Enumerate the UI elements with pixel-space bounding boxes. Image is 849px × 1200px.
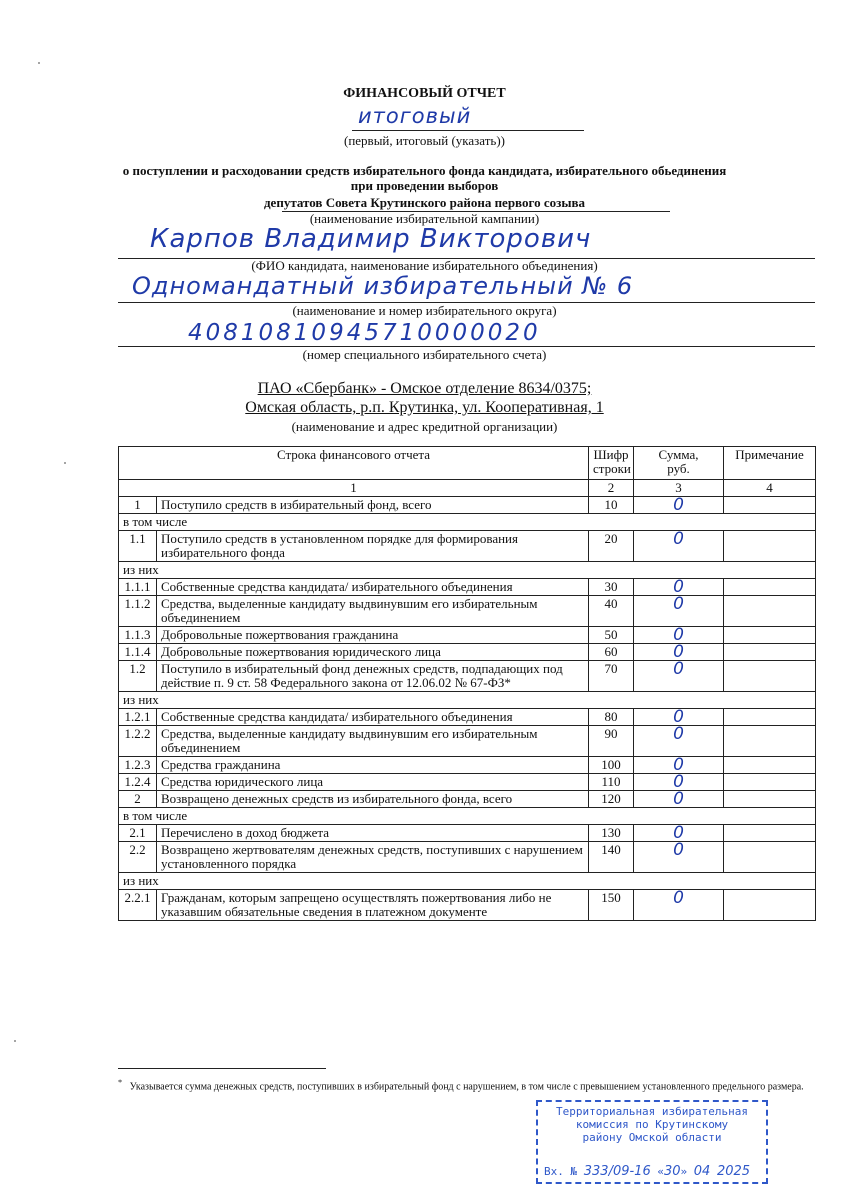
stamp-registration: [544, 1165, 750, 1178]
row-code: 60: [589, 644, 634, 661]
table-row: [119, 596, 816, 627]
stamp-reg-day: 30: [663, 1164, 681, 1179]
row-label: Возвращено денежных средств из избирательного фонда, всего: [157, 791, 589, 808]
table-row: [119, 791, 816, 808]
table-section-row: [119, 562, 816, 579]
table-section-row: [119, 808, 816, 825]
row-sum-handwritten: 0: [634, 596, 724, 627]
stamp-line-2: комиссия по Крутинскому: [575, 1118, 729, 1131]
campaign-caption: (наименование избирательной кампании): [309, 211, 540, 226]
row-number: 2.2: [119, 842, 157, 873]
row-note: [724, 644, 816, 661]
row-label: Средства, выделенные кандидату выдвинувшим его избирательным объединением: [157, 726, 589, 757]
row-number: 1.1.4: [119, 644, 157, 661]
row-note: [724, 890, 816, 921]
row-code: 20: [589, 531, 634, 562]
row-code: 130: [589, 825, 634, 842]
row-label: Добровольные пожертвования юридического лица: [157, 644, 589, 661]
financial-report-table: [118, 446, 816, 921]
table-row: [119, 644, 816, 661]
row-note: [724, 661, 816, 692]
row-number: 1.1.2: [119, 596, 157, 627]
campaign-name: депутатов Совета Крутинского района первого созыва: [263, 195, 585, 210]
stamp-reg-number: 333/09-16: [583, 1164, 651, 1179]
footnote-mark: *: [118, 1078, 123, 1087]
row-note: [724, 497, 816, 514]
row-label: Поступило средств в установленном порядке для формирования избирательного фонда: [157, 531, 589, 562]
row-note: [724, 757, 816, 774]
report-type-handwritten: итоговый: [358, 104, 472, 128]
table-row: [119, 497, 816, 514]
scan-speck: [14, 1040, 16, 1042]
stamp-reg-sep: «: [657, 1165, 664, 1178]
table-header-row: [119, 447, 816, 480]
footnote-text: Указывается сумма денежных средств, поступивших в избирательный фонд с нарушением, в том числе с превышением установленного предельного размера.: [129, 1081, 804, 1093]
row-code: 40: [589, 596, 634, 627]
row-sum-handwritten: 0: [634, 726, 724, 757]
scan-speck: [64, 462, 66, 464]
footnote-rule: [118, 1068, 326, 1069]
row-label: Добровольные пожертвования гражданина: [157, 627, 589, 644]
stamp-reg-sep2: »: [680, 1165, 688, 1178]
row-code: 100: [589, 757, 634, 774]
table-row: [119, 661, 816, 692]
col-header-note: Примечание: [724, 447, 816, 480]
col-header-code: [589, 447, 634, 480]
account-handwritten: 40810810945710000020: [188, 320, 541, 346]
row-number: 1.2: [119, 661, 157, 692]
row-number: 1.1.1: [119, 579, 157, 596]
row-number: 2.2.1: [119, 890, 157, 921]
report-subtitle-2: при проведении выборов: [350, 178, 499, 193]
row-number: 1.2.3: [119, 757, 157, 774]
col-header-code-1: Шифр: [593, 447, 629, 462]
section-label: из них: [119, 873, 816, 890]
registration-stamp: [536, 1100, 768, 1184]
row-code: 120: [589, 791, 634, 808]
row-number: 1.2.1: [119, 709, 157, 726]
section-label: из них: [119, 562, 816, 579]
district-handwritten: Одномандатный избирательный № 6: [132, 272, 634, 300]
table-row: [119, 842, 816, 873]
row-label: Возвращено жертвователям денежных средств, поступивших с нарушением установленного порядка: [157, 842, 589, 873]
row-code: 10: [589, 497, 634, 514]
row-label: Средства, выделенные кандидату выдвинувшим его избирательным объединением: [157, 596, 589, 627]
bank-name: ПАО «Сбербанк» - Омское отделение 8634/0375;: [257, 380, 592, 397]
row-sum-handwritten: 0: [634, 531, 724, 562]
row-note: [724, 842, 816, 873]
row-sum-handwritten: 0: [634, 791, 724, 808]
col-header-code-2: строки: [593, 461, 631, 476]
row-sum-handwritten: 0: [634, 774, 724, 791]
candidate-handwritten: Карпов Владимир Викторович: [150, 224, 592, 254]
row-sum-handwritten: 0: [634, 709, 724, 726]
table-section-row: [119, 873, 816, 890]
report-title: ФИНАНСОВЫЙ ОТЧЕТ: [343, 86, 506, 101]
row-number: 1.1: [119, 531, 157, 562]
section-label: в том числе: [119, 514, 816, 531]
section-label: в том числе: [119, 808, 816, 825]
row-sum-handwritten: 0: [634, 842, 724, 873]
col-header-line: Строка финансового отчета: [119, 447, 589, 480]
row-label: Гражданам, которым запрещено осуществлять пожертвования либо не указавшим обязательные сведения в платежном документе: [157, 890, 589, 921]
col-header-sum-2: руб.: [667, 461, 690, 476]
report-type-line: [352, 130, 584, 131]
row-label: Поступило в избирательный фонд денежных средств, подпадающих под действие п. 9 ст. 58 Федерального закона от 12.06.02 № 67-ФЗ*: [157, 661, 589, 692]
row-note: [724, 791, 816, 808]
col-index-3: 3: [634, 480, 724, 497]
row-sum-handwritten: 0: [634, 644, 724, 661]
row-code: 140: [589, 842, 634, 873]
table-row: [119, 757, 816, 774]
row-sum-handwritten: 0: [634, 497, 724, 514]
row-label: Собственные средства кандидата/ избирательного объединения: [157, 709, 589, 726]
table-row: [119, 726, 816, 757]
row-label: Средства гражданина: [157, 757, 589, 774]
table-row: [119, 709, 816, 726]
row-number: 1: [119, 497, 157, 514]
row-note: [724, 825, 816, 842]
row-sum-handwritten: 0: [634, 757, 724, 774]
row-note: [724, 531, 816, 562]
scan-speck: [38, 62, 40, 64]
row-sum-handwritten: 0: [634, 890, 724, 921]
bank-address: Омская область, р.п. Крутинка, ул. Кооперативная, 1: [245, 399, 604, 416]
report-type-caption: (первый, итоговый (указать)): [344, 133, 505, 148]
row-code: 110: [589, 774, 634, 791]
table-row: [119, 627, 816, 644]
table-row: [119, 579, 816, 596]
row-number: 2: [119, 791, 157, 808]
section-label: из них: [119, 692, 816, 709]
col-index-1: 1: [119, 480, 589, 497]
row-code: 70: [589, 661, 634, 692]
row-note: [724, 774, 816, 791]
stamp-line-3: району Омской области: [582, 1131, 722, 1144]
row-label: Поступило средств в избирательный фонд, всего: [157, 497, 589, 514]
row-label: Средства юридического лица: [157, 774, 589, 791]
candidate-caption: (ФИО кандидата, наименование избирательного объединения): [251, 258, 598, 273]
stamp-line-1: Территориальная избирательная: [555, 1105, 749, 1118]
row-number: 1.2.4: [119, 774, 157, 791]
row-code: 80: [589, 709, 634, 726]
row-code: 150: [589, 890, 634, 921]
row-label: Перечислено в доход бюджета: [157, 825, 589, 842]
table-row: [119, 531, 816, 562]
stamp-reg-month: 04: [693, 1164, 711, 1179]
row-sum-handwritten: 0: [634, 579, 724, 596]
table-row: [119, 890, 816, 921]
stamp-reg-year: 2025: [716, 1164, 751, 1179]
row-number: 1.1.3: [119, 627, 157, 644]
row-sum-handwritten: 0: [634, 627, 724, 644]
row-label: Собственные средства кандидата/ избирательного объединения: [157, 579, 589, 596]
row-code: 90: [589, 726, 634, 757]
row-note: [724, 596, 816, 627]
row-code: 50: [589, 627, 634, 644]
stamp-reg-prefix: Вх. №: [544, 1165, 578, 1178]
row-number: 2.1: [119, 825, 157, 842]
row-note: [724, 709, 816, 726]
account-caption: (номер специального избирательного счета): [302, 347, 547, 362]
table-index-row: [119, 480, 816, 497]
table-row: [119, 774, 816, 791]
bank-caption: (наименование и адрес кредитной организации): [291, 419, 558, 434]
row-sum-handwritten: 0: [634, 825, 724, 842]
district-caption: (наименование и номер избирательного округа): [292, 303, 557, 318]
report-subtitle-1: о поступлении и расходовании средств избирательного фонда кандидата, избирательного обьединения: [122, 163, 727, 178]
row-note: [724, 726, 816, 757]
table-section-row: [119, 692, 816, 709]
row-code: 30: [589, 579, 634, 596]
col-index-2: 2: [589, 480, 634, 497]
row-sum-handwritten: 0: [634, 661, 724, 692]
row-number: 1.2.2: [119, 726, 157, 757]
col-index-4: 4: [724, 480, 816, 497]
table-row: [119, 825, 816, 842]
row-note: [724, 627, 816, 644]
col-header-sum-1: Сумма,: [658, 447, 699, 462]
col-header-sum: [634, 447, 724, 480]
table-section-row: [119, 514, 816, 531]
footnote: [118, 1076, 818, 1093]
row-note: [724, 579, 816, 596]
